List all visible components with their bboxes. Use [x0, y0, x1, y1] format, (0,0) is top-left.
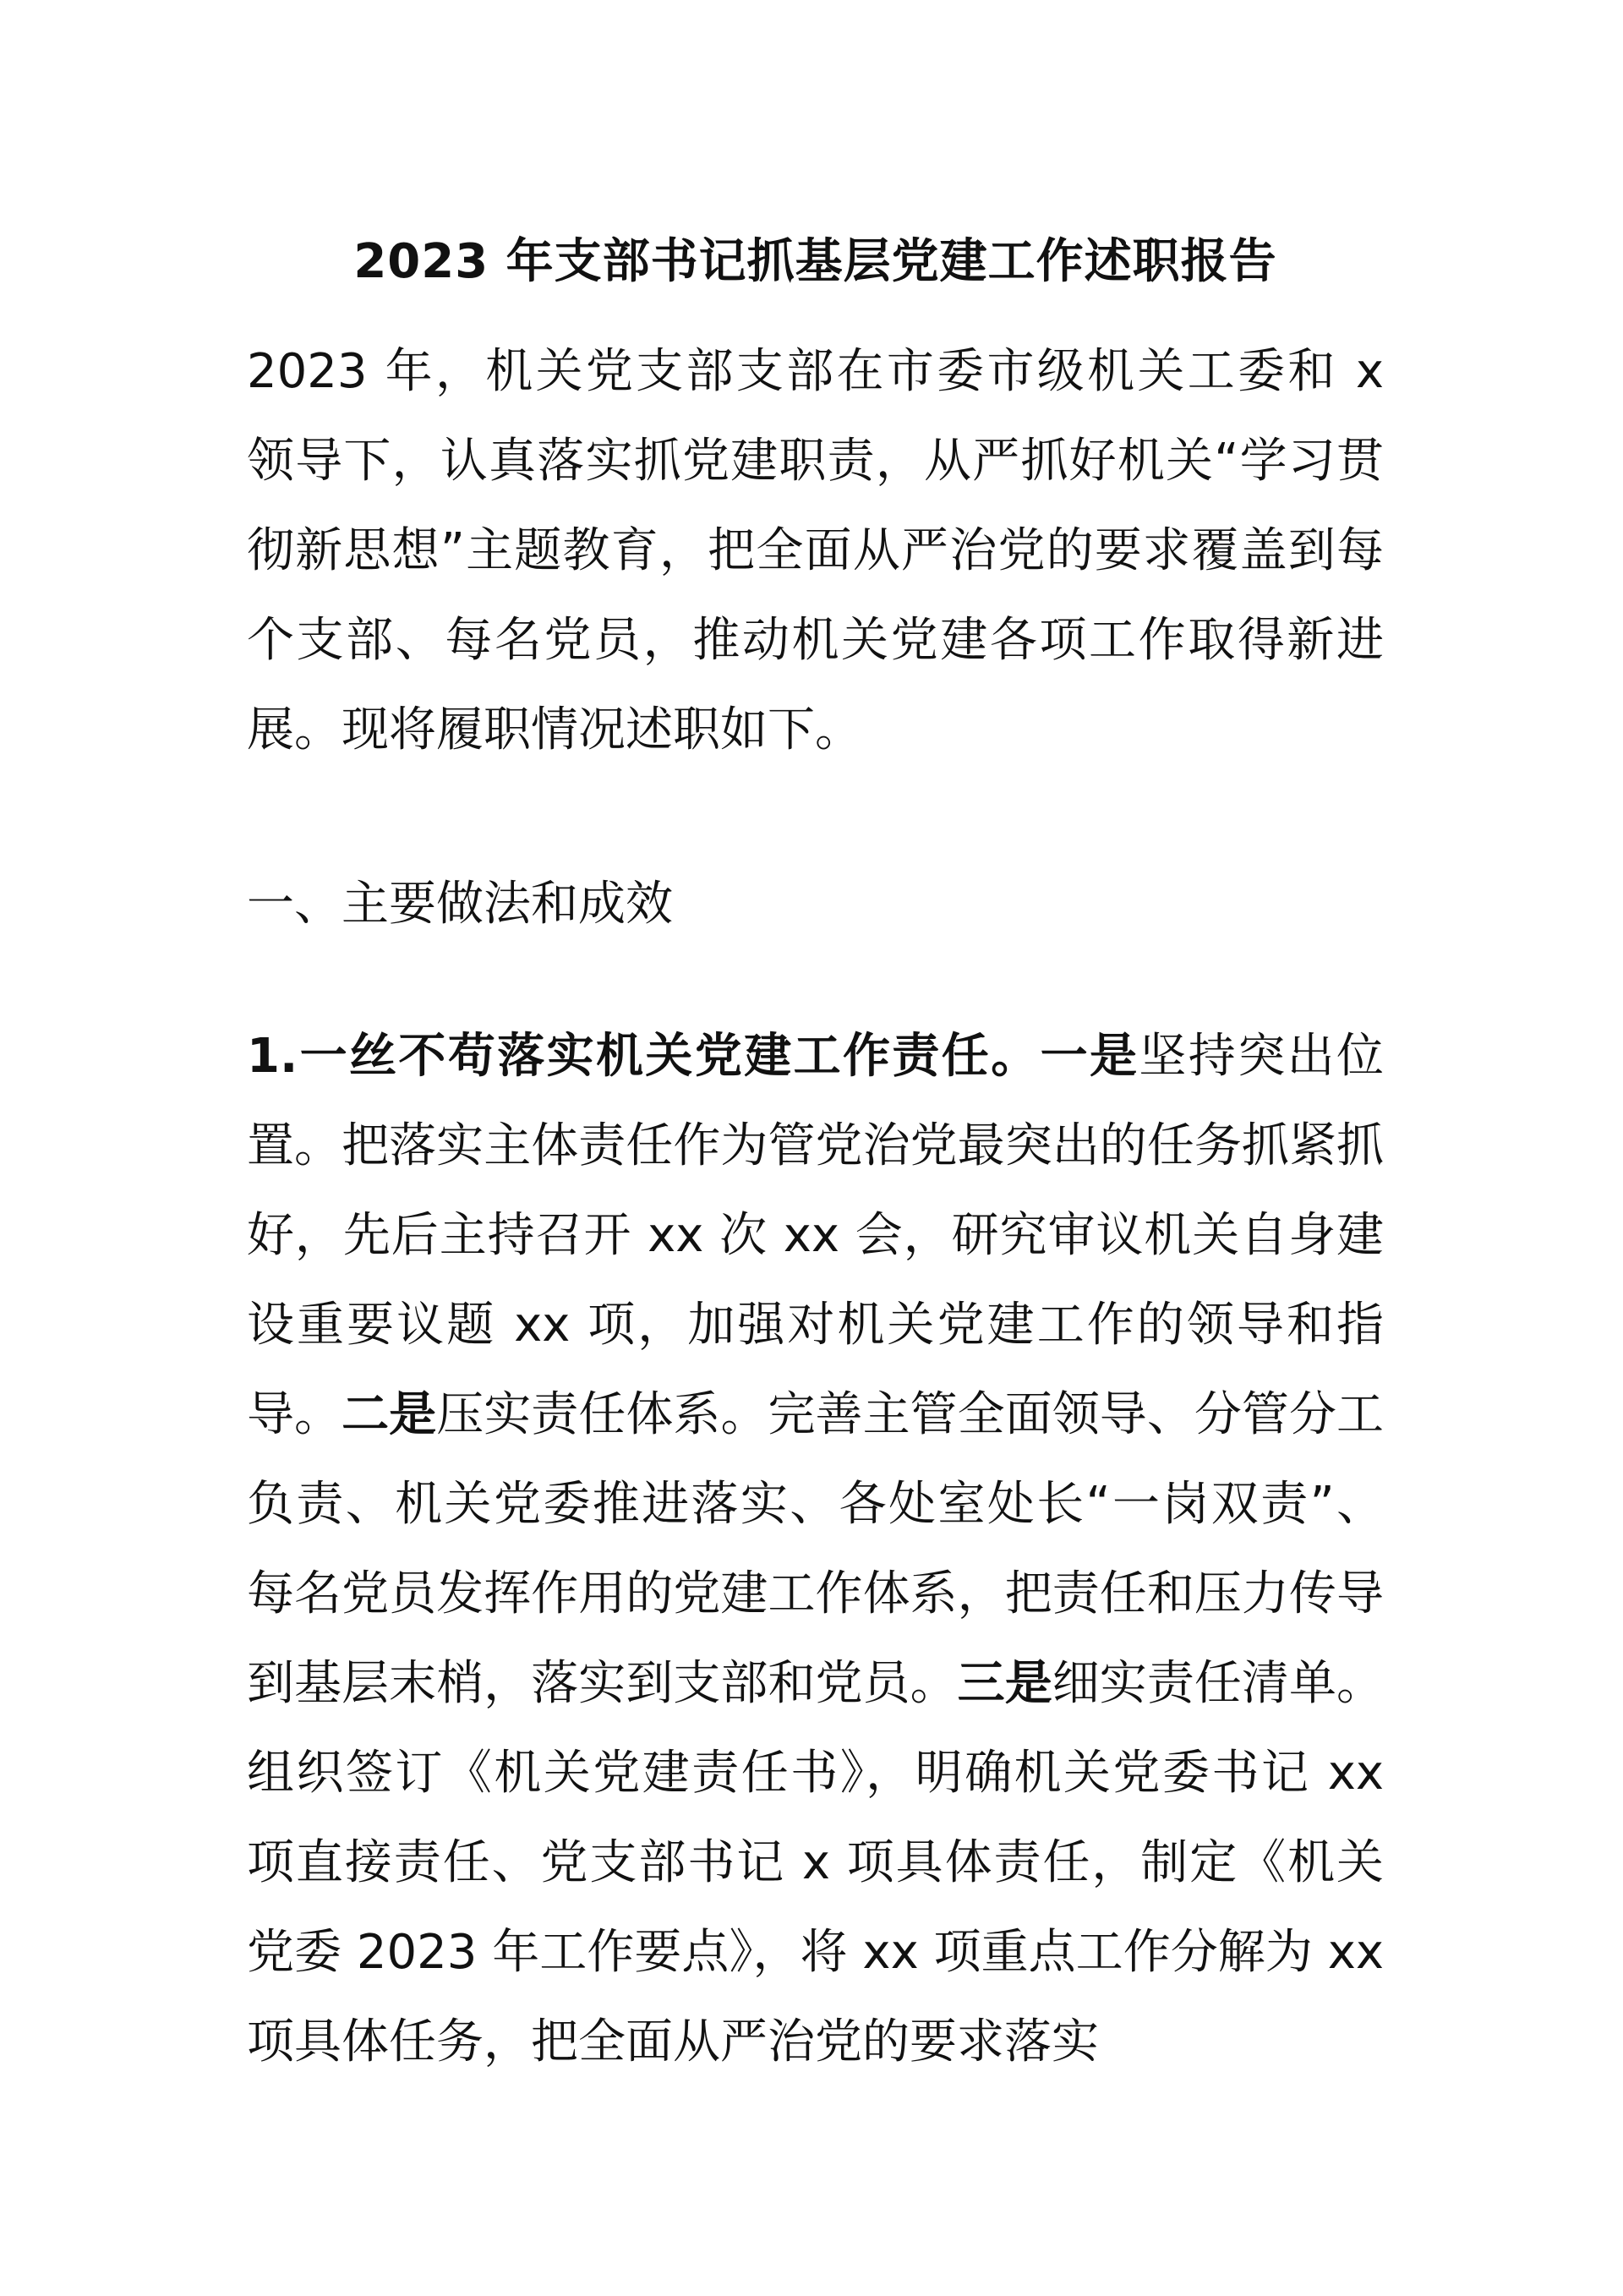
intro-paragraph: 2023 年，机关党支部支部在市委市级机关工委和 x 领导下，认真落实抓党建职责，从严抓好机关“学习贯彻新思想”主题教育，把全面从严治党的要求覆盖到每个支部、每名党员，推动机关党建各项工作取得新进展。现将履职情况述职如下。 — [247, 344, 1384, 757]
section-1-paragraph — [247, 1012, 1384, 2087]
point-2-label: 二是 — [342, 1387, 437, 1442]
point-3-text: 细实责任清单。组织签订《机关党建责任书》，明确机关党委书记 xx 项直接责任、党支部书记 x 项具体责任，制定《机关党委 2023 年工作要点》，将 xx 项重点工作分解为 xx 项具体任务，把全面从严治党的要求落实 — [247, 1656, 1385, 2069]
point-2-text: 压实责任体系。完善主管全面领导、分管分工负责、机关党委推进落实、各处室处长“一岗双责”、每名党员发挥作用的党建工作体系，把责任和压力传导到基层末梢，落实到支部和党员。 — [247, 1387, 1385, 1711]
section-heading: 一、主要做法和成效 — [247, 877, 673, 932]
point-1-text: 坚持突出位置。把落实主体责任作为管党治党最突出的任务抓紧抓好，先后主持召开 xx 次 xx 会，研究审议机关自身建设重要议题 xx 项，加强对机关党建工作的领导和指导。 — [247, 1029, 1384, 1442]
document-title: 2023 年支部书记抓基层党建工作述职报告 — [353, 234, 1277, 289]
section-1-lead: 1.一丝不苟落实机关党建工作责任。 — [247, 1029, 1041, 1084]
point-3-label: 三是 — [957, 1656, 1052, 1711]
point-1-label: 一是 — [1040, 1029, 1139, 1084]
